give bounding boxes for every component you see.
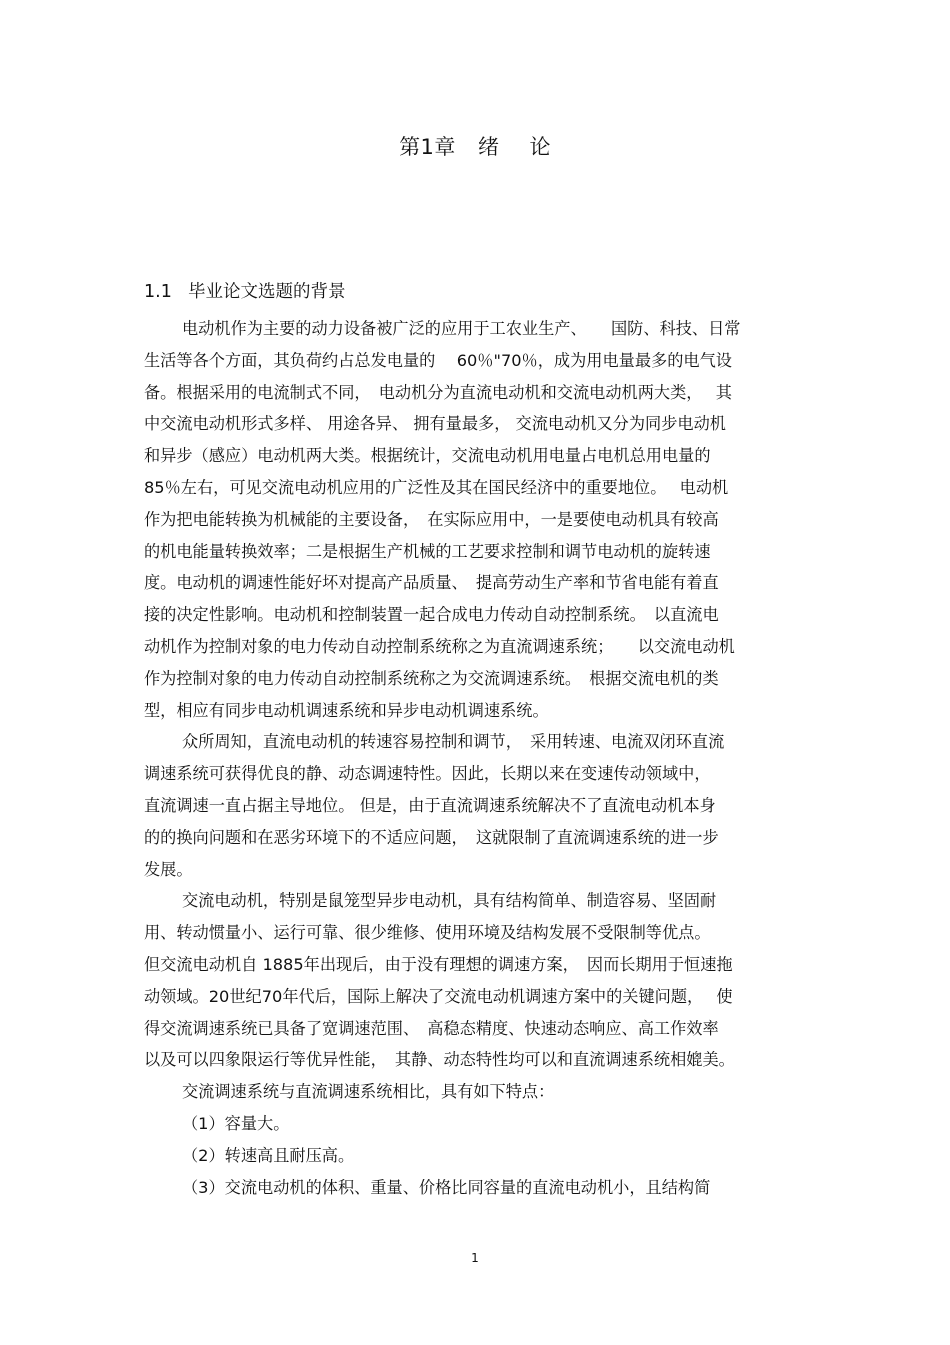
body-text bbox=[144, 313, 814, 1203]
list-item: （3）交流电动机的体积、重量、价格比同容量的直流电动机小，且结构简 bbox=[182, 1177, 711, 1197]
section-title-text: 毕业论文选题的背景 bbox=[188, 282, 346, 302]
chapter-prefix: 第1章 bbox=[399, 135, 456, 159]
text-line: 调速系统可获得优良的静、动态调速特性。因此，长期以来在变速传动领域中， bbox=[144, 764, 711, 784]
text-line: 发展。 bbox=[144, 859, 193, 879]
text-line: 度。电动机的调速性能好坏对提高产品质量、 提高劳动生产率和节省电能有着直 bbox=[144, 573, 719, 593]
page-number: 1 bbox=[471, 1251, 479, 1265]
text-line: 接的决定性影响。电动机和控制装置一起合成电力传动自动控制系统。 以直流电 bbox=[144, 605, 719, 625]
list-item: （1）容量大。 bbox=[182, 1113, 290, 1133]
text-line: 众所周知，直流电动机的转速容易控制和调节， 采用转速、电流双闭环直流 bbox=[182, 732, 725, 752]
chapter-word-1: 绪 bbox=[477, 135, 500, 159]
text-line: 得交流调速系统已具备了宽调速范围、 高稳态精度、快速动态响应、高工作效率 bbox=[144, 1018, 719, 1038]
text-line: 的的换向问题和在恶劣环境下的不适应问题， 这就限制了直流调速系统的进一步 bbox=[144, 827, 719, 847]
text-line: 生活等各个方面，其负荷约占总发电量的 60％"70％，成为用电量最多的电气设 bbox=[144, 350, 732, 370]
text-line: 但交流电动机自 1885年出现后，由于没有理想的调速方案， 因而长期用于恒速拖 bbox=[144, 954, 733, 974]
text-line: 的机电能量转换效率；二是根据生产机械的工艺要求控制和调节电动机的旋转速 bbox=[144, 541, 711, 561]
text-line: 作为把电能转换为机械能的主要设备， 在实际应用中，一是要使电动机具有较高 bbox=[144, 509, 719, 529]
chapter-word-2: 论 bbox=[529, 135, 551, 159]
text-line: 作为控制对象的电力传动自动控制系统称之为交流调速系统。 根据交流电机的类 bbox=[144, 668, 719, 688]
text-line: 以及可以四象限运行等优异性能， 其静、动态特性均可以和直流调速系统相媲美。 bbox=[144, 1050, 735, 1070]
text-line: 中交流电动机形式多样、 用途各异、 拥有量最多， 交流电动机又分为同步电动机 bbox=[144, 414, 726, 434]
text-line: 85％左右，可见交流电动机应用的广泛性及其在国民经济中的重要地位。 电动机 bbox=[144, 477, 729, 497]
text-line: 动领域。20世纪70年代后，国际上解决了交流电动机调速方案中的关键问题， 使 bbox=[144, 986, 733, 1006]
text-line: 动机作为控制对象的电力传动自动控制系统称之为直流调速系统； 以交流电动机 bbox=[144, 636, 735, 656]
text-line: 型，相应有同步电动机调速系统和异步电动机调速系统。 bbox=[144, 700, 549, 720]
text-line: 交流调速系统与直流调速系统相比，具有如下特点： bbox=[182, 1082, 555, 1102]
text-line: 备。根据采用的电流制式不同， 电动机分为直流电动机和交流电动机两大类， 其 bbox=[144, 382, 732, 402]
section-heading bbox=[144, 278, 346, 306]
section-number: 1.1 bbox=[144, 282, 172, 302]
chapter-title bbox=[0, 132, 950, 162]
list-item: （2）转速高且耐压高。 bbox=[182, 1145, 355, 1165]
text-line: 直流调速一直占据主导地位。 但是，由于直流调速系统解决不了直流电动机本身 bbox=[144, 795, 716, 815]
text-line: 电动机作为主要的动力设备被广泛的应用于工农业生产、 国防、科技、日常 bbox=[182, 319, 741, 338]
text-line: 用、转动惯量小、运行可靠、很少维修、使用环境及结构发展不受限制等优点。 bbox=[144, 923, 711, 943]
text-line: 交流电动机，特别是鼠笼型异步电动机，具有结构简单、制造容易、坚固耐 bbox=[182, 891, 717, 911]
text-line: 和异步（感应）电动机两大类。根据统计，交流电动机用电量占电机总用电量的 bbox=[144, 446, 711, 466]
